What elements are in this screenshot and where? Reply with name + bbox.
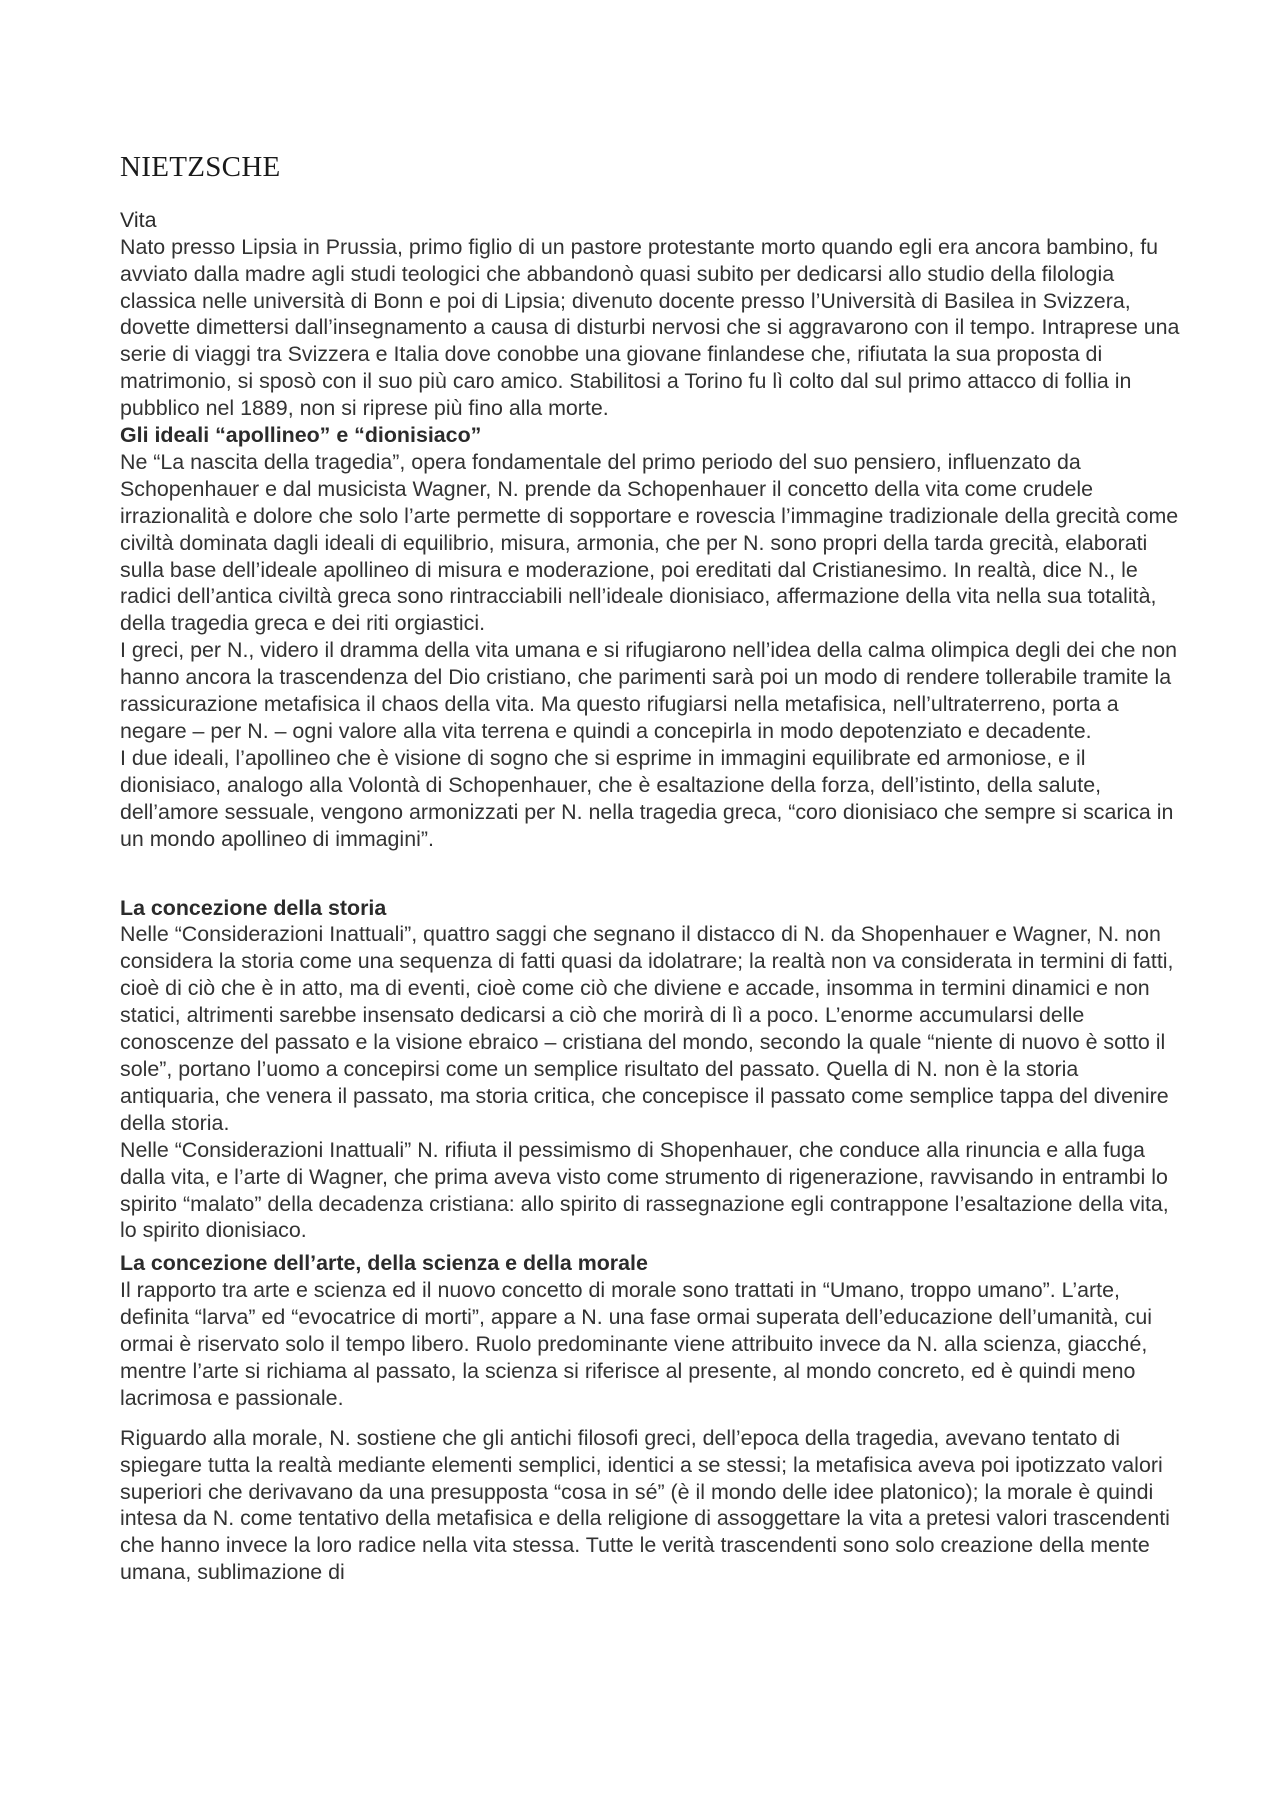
section-heading-arte: La concezione dell’arte, della scienza e della morale [120, 1251, 648, 1276]
blank-space [120, 1412, 1180, 1425]
paragraph-storia-2: Nelle “Considerazioni Inattuali” N. rifiuta il pessimismo di Shopenhauer, che conduce alla rinuncia e alla fuga dalla vita, e l’arte di Wagner, che prima aveva visto come strumento di rigenerazione, ravvisando in entrambi lo spirito “malato” della decadenza cristiana: allo spirito di rassegnazione egli contrappone l’esaltazione della vita, lo spirito dionisiaco. [120, 1137, 1169, 1243]
paragraph-ideali-1: Ne “La nascita della tragedia”, opera fondamentale del primo periodo del suo pensiero, influenzato da Schopenhauer e dal musicista Wagner, N. prende da Schopenhauer il concetto della vita come crudele irrazionalità e dolore che solo l’arte permette di sopportare e rovescia l’immagine tradizionale della grecità come civiltà dominata dagli ideali di equilibrio, misura, armonia, che per N. sono propri della tarda grecità, elaborati sulla base dell’ideale apollineo di misura e moderazione, poi ereditati dal Cristianesimo. In realtà, dice N., le radici dell’antica civiltà greca sono rintracciabili nell’ideale dionisiaco, affermazione della vita nella sua totalità, della tragedia greca e dei riti orgiastici. [120, 449, 1179, 636]
document-page [120, 150, 1180, 1586]
section-heading-storia: La concezione della storia [120, 895, 387, 920]
document-title: NIETZSCHE [120, 151, 281, 183]
section-heading-vita: Vita [120, 207, 157, 232]
blank-space [120, 853, 1180, 895]
paragraph-arte-2: Riguardo alla morale, N. sostiene che gli antichi filosofi greci, dell’epoca della tragedia, avevano tentato di spiegare tutta la realtà mediante elementi semplici, identici a se stessi; la metafisica aveva poi ipotizzato valori superiori che derivavano da una presupposta “cosa in sé” (è il mondo delle idee platonico); la morale è quindi intesa da N. come tentativo della metafisica e della religione di assoggettare la vita a pretesi valori trascendenti che hanno invece la loro radice nella vita stessa. Tutte le verità trascendenti sono solo creazione della mente umana, sublimazione di [120, 1425, 1170, 1585]
section-heading-ideali: Gli ideali “apollineo” e “dionisiaco” [120, 423, 482, 448]
paragraph-ideali-2: I greci, per N., videro il dramma della vita umana e si rifugiarono nell’idea della calma olimpica degli dei che non hanno ancora la trascendenza del Dio cristiano, che parimenti sarà poi un modo di rendere tollerabile tramite la rassicurazione metafisica il chaos della vita. Ma questo rifugiarsi nella metafisica, nell’ultraterreno, porta a negare – per N. – ogni valore alla vita terrena e quindi a concepirla in modo depotenziato e decadente. [120, 638, 1177, 744]
paragraph-ideali-3: I due ideali, l’apollineo che è visione di sogno che si esprime in immagini equilibrate ed armoniose, e il dionisiaco, analogo alla Volontà di Schopenhauer, che è esaltazione della forza, dell’istinto, della salute, dell’amore sessuale, vengono armonizzati per N. nella tragedia greca, “coro dionisiaco che sempre si scarica in un mondo apollineo di immagini”. [120, 745, 1174, 851]
paragraph-arte-1: Il rapporto tra arte e scienza ed il nuovo concetto di morale sono trattati in “Umano, troppo umano”. L’arte, definita “larva” ed “evocatrice di morti”, appare a N. una fase ormai superata dell’educazione dell’umanità, cui ormai è riservato solo il tempo libero. Ruolo predominante viene attribuito invece da N. alla scienza, giacché, mentre l’arte si richiama al passato, la scienza si riferisce al presente, al mondo concreto, ed è quindi meno lacrimosa e passionale. [120, 1278, 1153, 1410]
paragraph-storia-1: Nelle “Considerazioni Inattuali”, quattro saggi che segnano il distacco di N. da Shopenhauer e Wagner, N. non considera la storia come una sequenza di fatti quasi da idolatrare; la realtà non va considerata in termini di fatti, cioè di ciò che è in atto, ma di eventi, cioè come ciò che diviene e accade, insomma in termini dinamici e non statici, altrimenti sarebbe insensato dedicarsi a ciò che morirà di lì a poco. L’enorme accumularsi delle conoscenze del passato e la visione ebraico – cristiana del mondo, secondo la quale “niente di nuovo è sotto il sole”, portano l’uomo a concepirsi come un semplice risultato del passato. Quella di N. non è la storia antiquaria, che venera il passato, ma storia critica, che concepisce il passato come semplice tappa del divenire della storia. [120, 922, 1174, 1135]
paragraph-vita: Nato presso Lipsia in Prussia, primo figlio di un pastore protestante morto quando egli era ancora bambino, fu avviato dalla madre agli studi teologici che abbandonò quasi subito per dedicarsi allo studio della filologia classica nelle università di Bonn e poi di Lipsia; divenuto docente presso l’Università di Basilea in Svizzera, dovette dimettersi dall’insegnamento a causa di disturbi nervosi che si aggravarono con il tempo. Intraprese una serie di viaggi tra Svizzera e Italia dove conobbe una giovane finlandese che, rifiutata la sua proposta di matrimonio, si sposò con il suo più caro amico. Stabilitosi a Torino fu lì colto dal sul primo attacco di follia in pubblico nel 1889, non si riprese più fino alla morte. [120, 234, 1180, 421]
